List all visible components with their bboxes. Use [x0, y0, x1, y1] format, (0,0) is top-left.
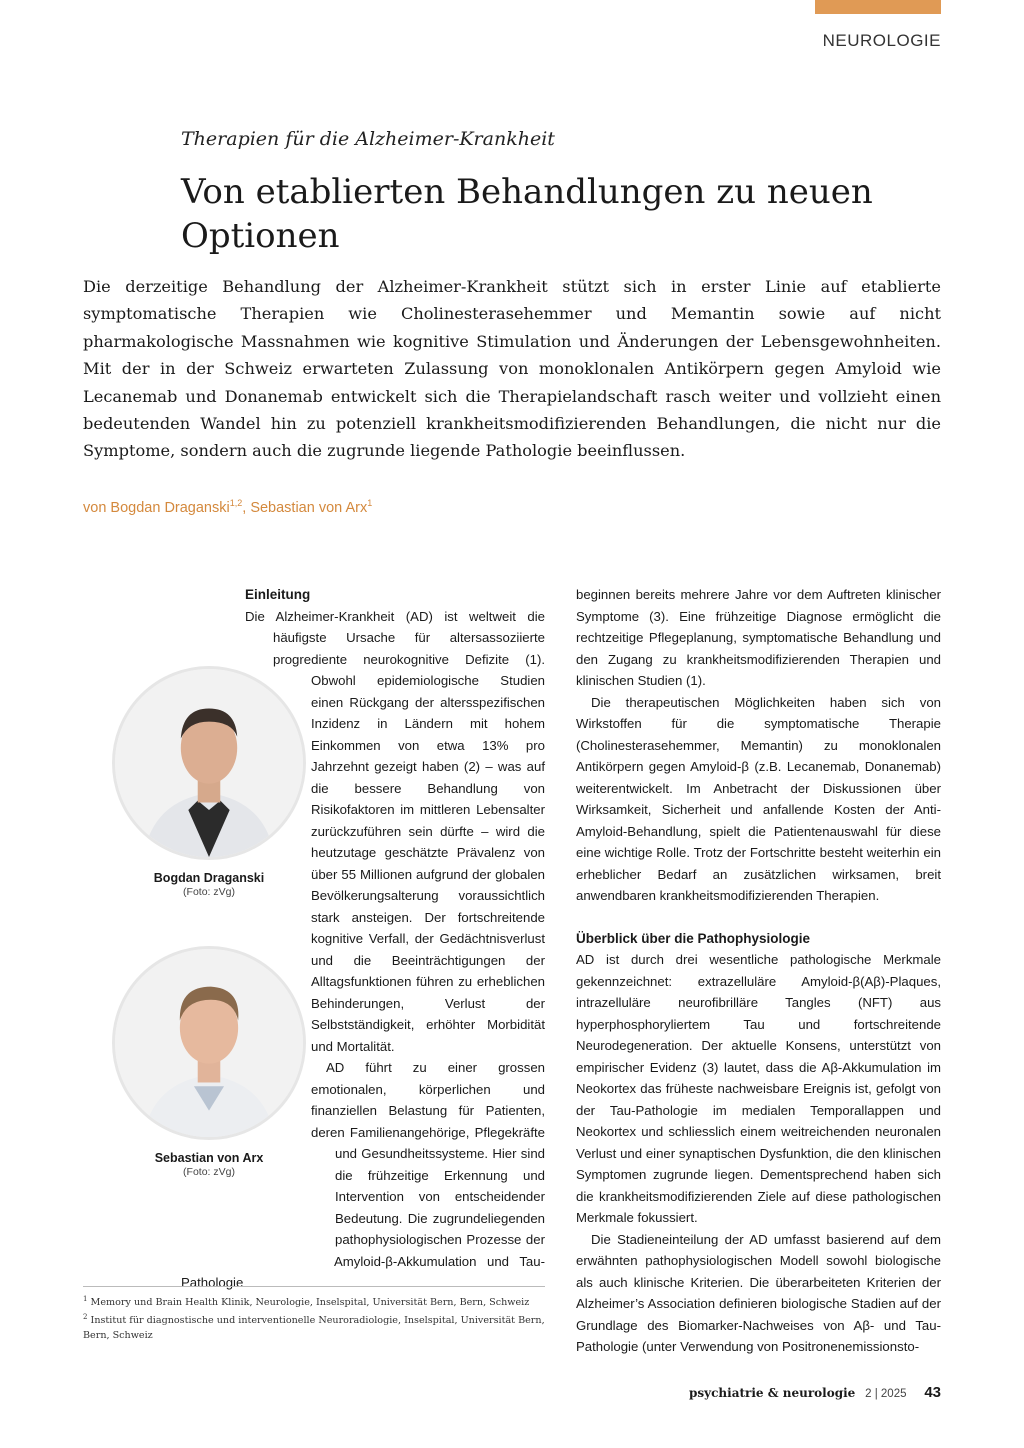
footnote-divider: [83, 1286, 545, 1287]
journal-name: psychiatrie & neurologie: [689, 1386, 856, 1400]
paragraph: AD ist durch drei wesentliche pathologische Merkmale gekennzeichnet: extrazelluläre Amyloid-β(Aβ)-Plaques, intrazelluläre neurofibrilläre Tangles (NFT) aus hyperphosphoryliertem Tau und fortschreitende Neurodegeneration. Der aktuelle Konsens, unterstützt von empirischer Evidenz (3) lautet, dass die Aβ-Akkumulation im Neokortex das früheste nachweisbare Ereignis ist, gefolgt von der Tau-Pathologie im medialen Temporallappen und Neokortex und schliesslich einem weitreichenden neuronalen Verlust und einer synaptischen Dysfunktion, die den klinischen Symptomen zugrunde liegen. Dementsprechend haben sich die krankheitsmodifizierenden Ziele auf diese pathologischen Merkmale fokussiert.: [576, 952, 941, 1225]
caption-credit: (Foto: zVg): [183, 886, 235, 898]
footnote-text: Institut für diagnostische und interventionelle Neuroradiologie, Inselspital, Universität Bern, Bern, Schweiz: [83, 1315, 545, 1342]
byline-prefix: von: [83, 499, 107, 516]
footnote: [83, 1310, 545, 1343]
footnotes: [83, 1292, 545, 1343]
author-name: Bogdan Draganski: [110, 499, 230, 516]
author-affiliation: 1: [367, 498, 373, 508]
section-heading-einleitung: Einleitung: [245, 587, 311, 602]
footnote-number: 1: [83, 1295, 88, 1303]
issue-number: 2 | 2025: [865, 1388, 907, 1400]
caption-credit: (Foto: zVg): [183, 1166, 235, 1178]
author-separator: ,: [242, 499, 247, 516]
article-lead: Die derzeitige Behandlung der Alzheimer-Krankheit stützt sich in erster Linie auf etablierte symptomatische Therapien wie Cholinesterasehemmer und Memantin sowie auf nicht pharmakologische Massnahmen wie kognitive Stimulation und Änderungen der Lebensgewohnheiten. Mit der in der Schweiz erwarteten Zulassung von monoklonalen Antikörpern gegen Amyloid wie Lecanemab und Donanemab entwickelt sich die Therapielandschaft rasch weiter und vollzieht einen bedeutenden Wandel hin zu potenziell krankheitsmodifizierenden Behandlungen, die nicht nur die Symptome, sondern auch die zugrunde liegende Pathologie beeinflussen.: [83, 277, 941, 461]
footnote-text: Memory und Brain Health Klinik, Neurologie, Inselspital, Universität Bern, Bern, Schweiz: [90, 1297, 530, 1309]
caption-name: Sebastian von Arx: [154, 1151, 264, 1165]
section-heading-pathophysiologie: Überblick über die Pathophysiologie: [576, 930, 811, 946]
caption-name: Bogdan Draganski: [153, 871, 265, 885]
header-accent-bar: [815, 0, 941, 14]
body-column-right: [576, 584, 941, 1358]
paragraph: Die therapeutischen Möglichkeiten haben sich von Wirkstoffen für die symptomatische Therapie (Cholinesterasehemmer, Memantin) zu monoklonalen Antikörpern gegen Amyloid-β (z.B. Lecanemab, Donanemab) weiterentwickelt. Im Anbetracht der Diskussionen über Wirksamkeit, Sicherheit und anfallende Kosten der Anti-Amyloid-Behandlung, spielt die Patientenauswahl für diese eine wichtige Rolle. Trotz der Fortschritte besteht weiterhin ein erheblicher Bedarf an zusätzlichen wirksamen, breit anwendbaren krankheitsmodifizierenden Therapien.: [576, 694, 941, 903]
article-kicker: Therapien für die Alzheimer-Krankheit: [181, 128, 555, 150]
author-affiliation: 1,2: [229, 498, 243, 508]
author-name: Sebastian von Arx: [250, 499, 368, 516]
footnote: [83, 1292, 545, 1310]
paragraph: Die Stadieneinteilung der AD umfasst basierend auf dem erwähnten pathophysiologischen Modell sowohl biologische als auch klinische Kriterien. Die überarbeiteten Kriterien der Alzheimer’s Association definieren biologische Stadien auf der Grundlage des Biomarker-Nachweises von Aβ- und Tau-Pathologie (unter Verwendung von Positronenemissionsto-: [576, 1231, 941, 1354]
article-title: Von etablierten Behandlungen zu neuen Optionen: [181, 172, 873, 256]
author-byline: [83, 498, 372, 516]
page-footer: [689, 1384, 941, 1401]
section-label: NEUROLOGIE: [822, 31, 941, 50]
body-column-left: [181, 584, 545, 1294]
paragraph: Die Alzheimer-Krankheit (AD) ist weltweit die häufigste Ursache für altersassoziierte progrediente neurokognitive Defizite (1). Obwohl epidemiologische Studien einen Rückgang der altersspezifischen Inzidenz in Ländern mit hohem Einkommen von etwa 13% pro Jahrzehnt gezeigt haben (2) – was auf die bessere Behandlung von Risikofaktoren im mittleren Lebensalter zurückzuführen sein dürfte – wird die heutzutage geschätzte Prävalenz von über 55 Millionen aufgrund der globalen Bevölkerungsalterung voraussichtlich stark ansteigen. Der fortschreitende kognitive Verfall, der Gedächtnisverlust und die Beeinträchtigungen der Alltagsfunktionen führen zu erheblichen Behinderungen, Verlust der Selbstständigkeit, erhöhter Morbidität und Mortalität.: [245, 608, 545, 1054]
footnote-number: 2: [83, 1313, 88, 1322]
page-number: 43: [924, 1384, 941, 1401]
paragraph: beginnen bereits mehrere Jahre vor dem Auftreten klinischer Symptome (3). Eine frühzeitige Diagnose ermöglicht die rechtzeitige Pflegeplanung, symptomatische Behandlung und den Zugang zu krankheitsmodifizierenden Therapien und klinischen Studien (1).: [576, 587, 941, 688]
paragraph: AD führt zu einer grossen emotionalen, körperlichen und finanziellen Belastung für Patienten, deren Familienangehörige, Pflegekräfte und Gesundheitssysteme. Hier sind die frühzeitige Erkennung und Intervention von entscheidender Bedeutung. Die zugrundeliegenden pathophysiologischen Prozesse der Amyloid-β-Akkumulation und Tau-Pathologie: [181, 1060, 545, 1290]
